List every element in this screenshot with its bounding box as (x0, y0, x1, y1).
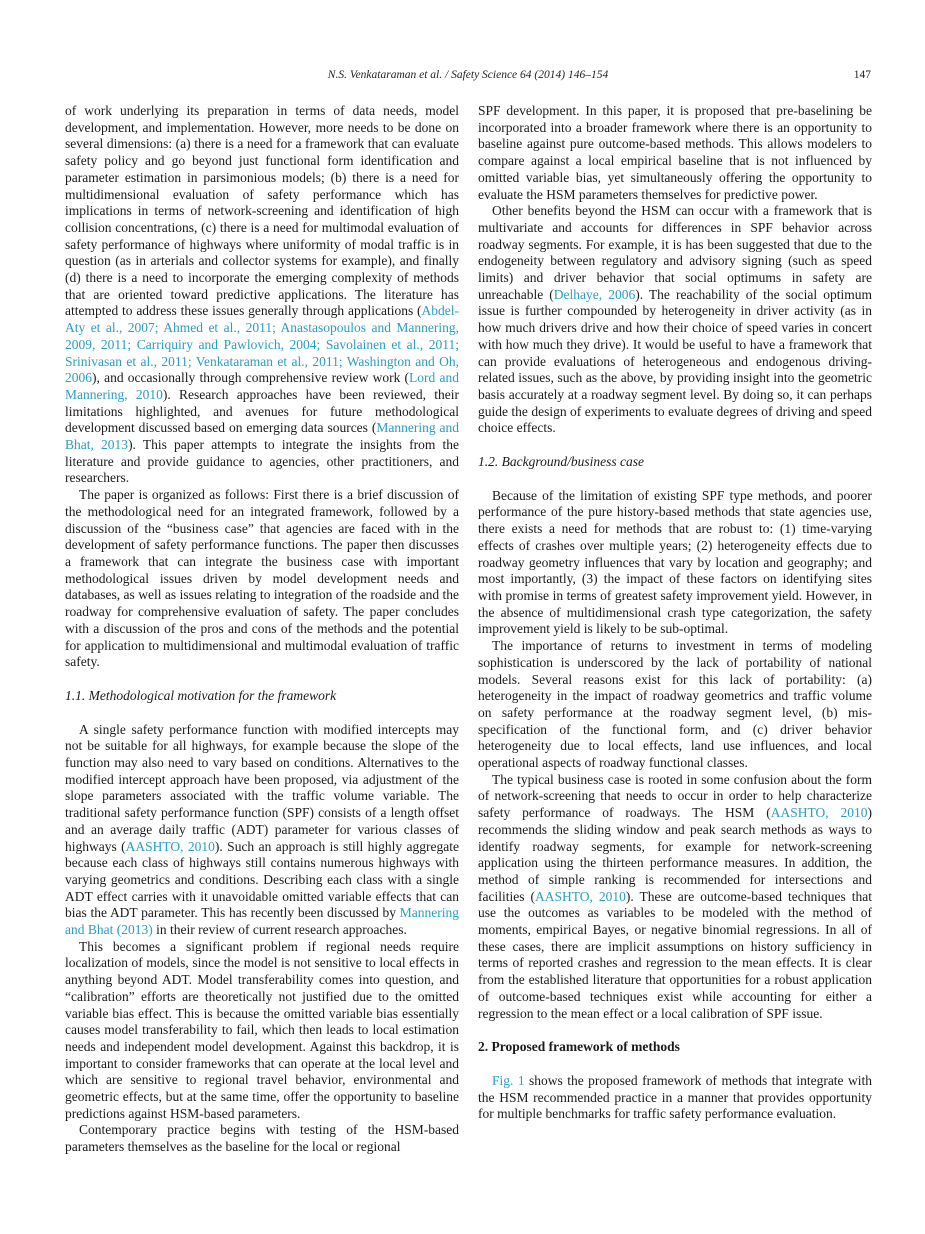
citation-link[interactable]: Mannering and Bhat (2013) (65, 905, 459, 938)
p-spf-development (478, 103, 872, 203)
text-run: shows the proposed framework of methods that integrate with the HSM recommended practice in a manner that provides opportunity for multiple benchmarks for traffic safety performance evaluation. (478, 1072, 872, 1122)
text-run: Because of the limitation of existing SPF type methods, and poorer performance of the pure history-based methods that state agencies use, there exists a need for methods that are robust to: (1) time-varying effects of crashes over multiple years; (2) heterogeneity effects due to roadway geometry influences that vary by location and geography; and most importantly, (3) the impact of these factors on identifying sites with promise in terms of greatest safety improvement yield. However, in the absence of multidimensional crash type categorization, the safety improvement yield is likely to be sub-optimal. (478, 487, 872, 637)
citation-link[interactable]: Mannering and Bhat, 2013 (65, 420, 459, 453)
page-header (65, 69, 871, 85)
citation-link[interactable]: AASHTO, 2010 (125, 838, 215, 854)
text-run: ). Research approaches have been reviewed, their limitations highlighted, and avenues for future methodological development discussed based on emerging data sources ( (65, 386, 460, 436)
p-spf-intercepts (65, 722, 459, 939)
text-run: ). These are outcome-based techniques that use the outcomes as variables to be modeled with the method of moments, empirical Bayes, or negative binomial regressions. In all of these cases, there are implicit assumptions on history sufficiency in terms of reported crashes and regression to the mean effects. It is clear from the established literature that opportunities for a robust application of outcome-based techniques exist while accounting for either a regression to the mean effect or a local calibration of SPF issue. (478, 888, 872, 1021)
p-localization (65, 939, 459, 1123)
citation-link[interactable]: Fig. 1 (492, 1072, 525, 1088)
text-run: This becomes a significant problem if regional needs require localization of models, since the model is not sensitive to local effects in anything beyond ADT. Model transferability comes into question, and “calibration” efforts are theoretically not justified due to the omitted variable bias effect. This is because the omitted variable bias essentially causes model transferability to fail, which then leads to local estimation needs and independent model development. Against this backdrop, it is important to consider frameworks that can operate at the local level and which are sensitive to regional travel behavior, environmental and geometric effects, but at the same time, offer the opportunity to baseline predictions against HSM-based parameters. (65, 938, 459, 1121)
text-run: SPF development. In this paper, it is proposed that pre-baselining be incorporated into a broader framework where there is an opportunity to baseline against pure outcome-based methods. This allows modelers to compare against a local empirical baseline that is not influenced by omitted variable bias, yet simultaneously offering the opportunity to evaluate the HSM parameters themselves for predictive power. (478, 103, 872, 202)
p-paper-organization (65, 487, 459, 671)
p-continuation (65, 103, 459, 487)
p-portability (478, 638, 872, 772)
heading-2 (478, 1039, 872, 1056)
left-column (65, 103, 459, 1156)
page-number: 147 (853, 69, 871, 81)
text-run: ) recommends the sliding window and peak search methods as ways to identify roadway segments, for example for network-screening application using the thirteen performance measures. In addition, the method of simple ranking is recommended for intersections and facilities ( (478, 805, 873, 904)
text-run: 1.1. Methodological motivation for the framework (65, 687, 337, 703)
right-column (478, 103, 872, 1123)
citation-link[interactable]: AASHTO, 2010 (770, 805, 868, 821)
citation-link[interactable]: Lord and Mannering, 2010 (65, 370, 459, 402)
text-run: 1.2. Background/business case (478, 454, 644, 470)
running-title: N.S. Venkataraman et al. / Safety Science 64 (2014) 146–154 (327, 69, 609, 81)
heading-1-1 (65, 688, 459, 705)
text-run: ). Such an approach is still highly aggregate because each class of highways still contains numerous highways with varying geometrics and conditions. Describing each class with a single ADT effect carries with it unavoidable omitted variable effects that can bias the ADT parameter. This has recently been discussed by (65, 838, 459, 921)
text-run: The importance of returns to investment in terms of modeling sophistication is underscored by the lack of portability of national models. Several reasons exist for this lack of portability: (a) heterogeneity in the impact of roadway geometrics and traffic volume on safety performance at the roadway segment level, (b) mis-specification of the functional form, and (c) driver behavior heterogeneity due to local effects, land use influences, and local operational aspects of roadway functional classes. (478, 638, 872, 771)
citation-link[interactable]: Abdel-Aty et al., 2007; Ahmed et al., 2011; Anastasopoulos and Mannering, 2009, 2011; Carriquiry and Pawlovich, 2004; Savolainen et al., 2011; Srinivasan et al., 2011; Venkataraman et al., 2011; Washington and Oh, 2006 (65, 303, 459, 386)
p-network-screening (478, 772, 872, 1023)
text-run: ). The reachability of the social optimum issue is further compounded by heterogeneity in driver activity (as in how much drivers drive and how their choice of speed varies in concert with how much they drive). It would be useful to have a framework that can provide evaluations of heterogeneous and endogenous driving-related issues, such as the above, by providing insight into the geometric basis accurately at a roadway segment level. By doing so, it can perhaps guide the design of experiments to evaluate degrees of driving and speed choice effects. (478, 286, 872, 436)
citation-link[interactable]: AASHTO, 2010 (535, 888, 626, 904)
text-run: 2. Proposed framework of methods (478, 1039, 680, 1055)
text-run: A single safety performance function with modified intercepts may not be suitable for all highways, for example because the slope of the function may also need to vary based on conditions. Alternatives to the modified intercept approach have been proposed, via adjustment of the slope parameters associated with the traffic volume variable. The traditional safety performance function (SPF) consists of a length offset and an average daily traffic (ADT) parameter for various classes of highways ( (65, 721, 459, 854)
heading-1-2 (478, 454, 872, 471)
text-run: of work underlying its preparation in terms of data needs, model development, and implementation. However, more needs to be done on several dimensions: (a) there is a need for a framework that can evaluate safety policy and go beyond just functional form identification and parameter estimation in parsimonious models; (b) there is a need for multidimensional evaluation of safety performance which has implications in terms of network-screening and identification of high collision concentrations, (c) there is a need for multimodal evaluation of safety performance of highways where uniformity of modal traffic is in question (as in arterials and collector systems for example), and finally (d) there is a need to incorporate the emerging complexity of methods that are oriented toward predictive applications. The literature has attempted to address these issues generally through applications ( (65, 103, 459, 319)
p-contemporary-practice (65, 1122, 459, 1155)
text-run: The paper is organized as follows: First there is a brief discussion of the methodological need for an integrated framework, followed by a discussion of the “business case” that agencies are faced with in the development of safety performance functions. The paper then discusses a framework that can integrate the business case with important methodological issues driven by model development needs and databases, as well as issues relating to integration of the roadside and the roadway for comprehensive evaluation of safety. The paper concludes with a discussion of the pros and cons of the methods and the potential for application to multidimensional and multimodal evaluation of traffic safety. (65, 487, 459, 670)
p-robust-methods (478, 488, 872, 638)
text-run: Other benefits beyond the HSM can occur with a framework that is multivariate and accounts for differences in SPF behavior across roadway segments. For example, it is has been suggested that due to the endogeneity between regulatory and advisory signing (such as speed limits) and driver behavior that social optimums in safety are unreachable ( (478, 203, 872, 302)
text-run: in their review of current research approaches. (152, 922, 407, 938)
text-run: ), and occasionally through comprehensive review work ( (92, 370, 410, 386)
text-run: The typical business case is rooted in some confusion about the form of network-screening that needs to occur in order to help characterize safety performance of roadways. The HSM ( (478, 771, 872, 821)
citation-link[interactable]: Delhaye, 2006 (553, 286, 636, 302)
p-other-benefits (478, 203, 872, 437)
text-run: ). This paper attempts to integrate the insights from the literature and provide guidance to agencies, other practitioners, and researchers. (65, 437, 460, 486)
text-run: Contemporary practice begins with testing of the HSM-based parameters themselves as the baseline for the local or regional (65, 1122, 459, 1155)
p-fig1 (478, 1073, 872, 1123)
